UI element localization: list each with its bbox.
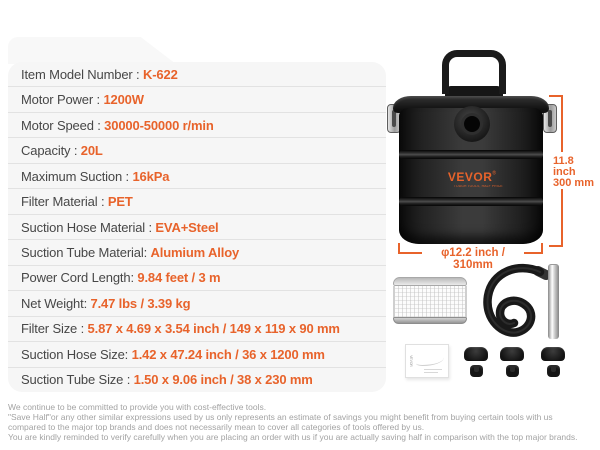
spec-value: Alumium Alloy bbox=[150, 245, 240, 261]
filter-bottom-rim bbox=[393, 317, 467, 324]
spec-label: Power Cord Length: bbox=[21, 270, 138, 286]
spec-row-hose-material bbox=[8, 214, 386, 239]
spec-value: 1200W bbox=[103, 92, 144, 108]
filter-image bbox=[393, 277, 467, 324]
vacuum-inlet-hole bbox=[461, 113, 483, 135]
dimension-tick bbox=[541, 243, 543, 254]
spec-row-tube-size bbox=[8, 367, 386, 392]
caster-image bbox=[541, 347, 565, 375]
manual-brand-text: VEVOR bbox=[408, 355, 413, 367]
caster-wheel bbox=[470, 365, 483, 377]
spec-label: Motor Speed : bbox=[21, 117, 105, 133]
vacuum-handle bbox=[442, 50, 506, 94]
filter-mesh bbox=[393, 286, 467, 317]
drum-rib bbox=[399, 197, 543, 206]
spec-row-model bbox=[8, 62, 386, 86]
registered-mark: ® bbox=[492, 170, 497, 177]
dimension-line bbox=[561, 95, 563, 152]
spec-label: Suction Tube Material: bbox=[21, 245, 151, 261]
manual-text-line bbox=[424, 369, 442, 370]
spec-row-max-suction bbox=[8, 163, 386, 188]
filter-top-rim bbox=[393, 277, 467, 286]
manual-graphic bbox=[416, 355, 444, 366]
spec-value: 30000-50000 r/min bbox=[104, 117, 214, 133]
manual-image bbox=[405, 344, 449, 378]
caster-cap bbox=[541, 347, 565, 361]
dimension-line bbox=[561, 189, 563, 247]
disclaimer bbox=[8, 402, 598, 442]
spec-label: Net Weight: bbox=[21, 295, 91, 311]
spec-row-filter-material bbox=[8, 188, 386, 213]
spec-row-motor-speed bbox=[8, 112, 386, 137]
dimension-line bbox=[398, 252, 422, 254]
spec-value: 7.47 lbs / 3.39 kg bbox=[90, 295, 191, 311]
spec-value: K-622 bbox=[143, 66, 178, 82]
disclaimer-line: You are kindly reminded to verify carefully when you are placing an order with us if you are actually saving half in comparison with the top major brands. bbox=[8, 432, 578, 442]
hose-image bbox=[478, 262, 548, 340]
spec-label: Suction Tube Size : bbox=[21, 372, 134, 388]
decorative-tab bbox=[8, 37, 176, 64]
spec-value: EVA+Steel bbox=[155, 219, 219, 235]
caster-image bbox=[464, 347, 488, 375]
spec-row-hose-size bbox=[8, 341, 386, 366]
spec-row-filter-size bbox=[8, 316, 386, 341]
spec-label: Maximum Suction : bbox=[21, 168, 133, 184]
spec-row-cord-length bbox=[8, 265, 386, 290]
disclaimer-line: We continue to be committed to provide you with cost-effective tools. bbox=[8, 402, 267, 412]
spec-row-capacity bbox=[8, 137, 386, 162]
dimension-tick bbox=[549, 245, 563, 247]
spec-card bbox=[8, 62, 386, 392]
drum-rib bbox=[399, 150, 543, 159]
caster-cap bbox=[464, 347, 488, 361]
manual-text-line bbox=[424, 372, 438, 373]
spec-label: Capacity : bbox=[21, 143, 81, 159]
spec-label: Filter Material : bbox=[21, 194, 108, 210]
brand-text: VEVOR bbox=[447, 170, 493, 184]
spec-row-tube-material bbox=[8, 239, 386, 264]
spec-value: 1.50 x 9.06 inch / 38 x 230 mm bbox=[133, 372, 313, 388]
spec-value: PET bbox=[107, 194, 133, 210]
caster-image bbox=[500, 347, 524, 375]
spec-label: Item Model Number : bbox=[21, 66, 143, 82]
spec-value: 1.42 x 47.24 inch / 36 x 1200 mm bbox=[131, 346, 325, 362]
diameter-dimension-label: φ12.2 inch / 310mm bbox=[441, 247, 505, 271]
spec-label: Suction Hose Size: bbox=[21, 346, 132, 362]
spec-row-motor-power bbox=[8, 86, 386, 111]
spec-label: Suction Hose Material : bbox=[21, 219, 156, 235]
height-mm: 300 mm bbox=[553, 177, 594, 189]
caster-cap bbox=[500, 347, 524, 361]
spec-label: Motor Power : bbox=[21, 92, 104, 108]
spec-value: 20L bbox=[80, 143, 103, 159]
brand-tagline: TOUGH TOOLS, HALF PRICE bbox=[453, 185, 503, 189]
disclaimer-line: "Save Half"or any other similar expressions used by us only represents an estimate of savings you might benefit from buying certain tools with us bbox=[8, 412, 553, 422]
caster-wheel bbox=[506, 365, 519, 377]
vevor-logo bbox=[439, 168, 505, 191]
height-inch: 11.8 inch bbox=[553, 155, 576, 178]
tube-image bbox=[548, 264, 559, 339]
height-dimension-label bbox=[553, 156, 599, 189]
caster-wheel bbox=[547, 365, 560, 377]
spec-value: 16kPa bbox=[132, 168, 170, 184]
spec-label: Filter Size : bbox=[21, 321, 88, 337]
spec-value: 5.87 x 4.69 x 3.54 inch / 149 x 119 x 90 mm bbox=[87, 321, 340, 337]
spec-row-net-weight bbox=[8, 290, 386, 315]
spec-value: 9.84 feet / 3 m bbox=[137, 270, 221, 286]
disclaimer-line: compared to the major top brands and does not necessarily mean to cover all categories of tools offered by us. bbox=[8, 422, 425, 432]
